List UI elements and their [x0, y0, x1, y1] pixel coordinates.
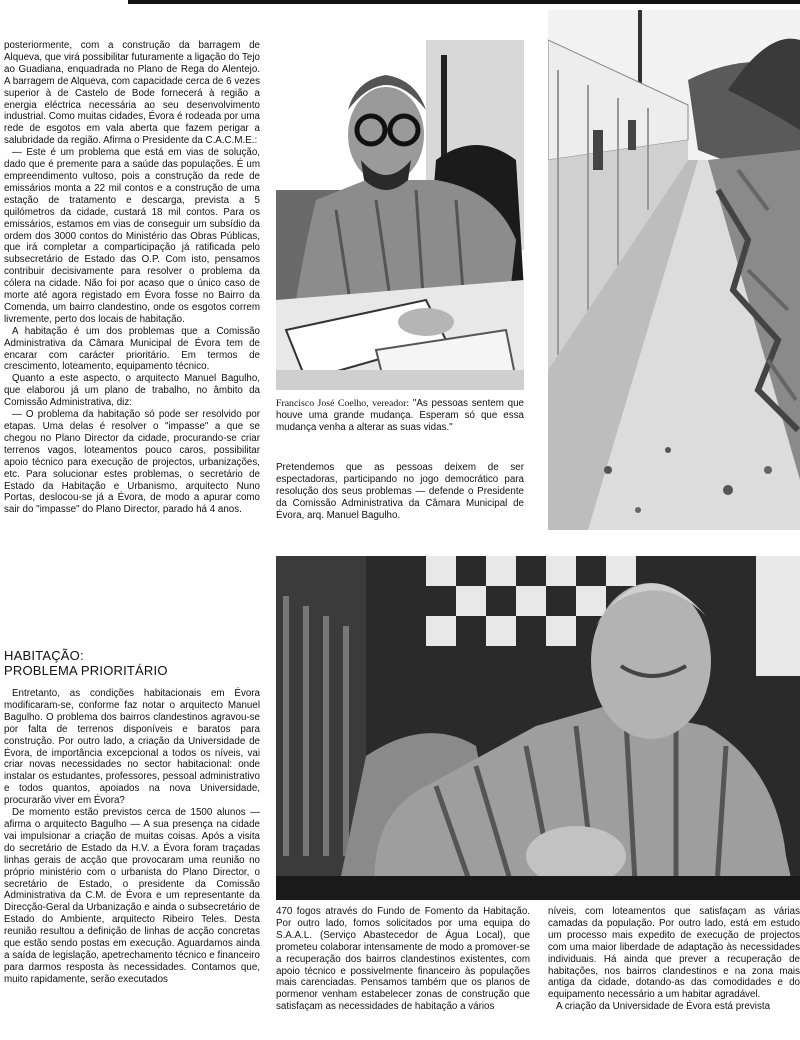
- photo-councillor-at-desk: [276, 40, 524, 390]
- paragraph: A criação da Universidade de Évora está prevista: [556, 1001, 771, 1013]
- article-column-middle: [276, 462, 524, 522]
- article-column-left-top: [4, 40, 260, 516]
- article-column-bottom-right: [548, 906, 800, 1013]
- section-heading: [4, 648, 260, 678]
- heading-line-1: HABITAÇÃO:: [4, 648, 84, 663]
- paragraph: 470 fogos através do Fundo de Fomento da Habitação. Por outro lado, fomos solicitados por uma equipa do S.A.A.L. (Serviço Abastecedor de Água Local), que prometeu colaborar intensamente de modo a promover-se a recuperação dos bairros clandestinos existentes, com apoio técnico e possivelmente financeiro às populações mais carenciadas. Pensamos também que os planos de pormenor venham estabelecer zonas de construção que satisfaçam as necessidades de habitação a vários: [276, 906, 530, 1013]
- paragraph: — Este é um problema que está em vias de solução, dado que é premente para a saúde das populações. É um empreendimento vultoso, pois a construção da rede de emissários monta a 22 mil contos e a construção de uma estação de tratamento e descarga, prevista a 5 quilómetros da cidade, custará 18 mil contos. Para os emissários, estamos em vias de conseguir um subsídio da ordem dos 3000 contos do Ministério das Obras Públicas, que irá completar a comparticipação já ratificada pelo subsecretário de Estado das O.P. Com isto, pensamos contribuir decisivamente para resolver o problema da cólera na cidade. Não foi por acaso que o único caso de morte até agora registado em Évora fosse no Bairro da Comenda, um bairro clandestino, onde os esgotos correm livremente, perto dos locais de habitação.: [4, 147, 260, 325]
- paragraph: posteriormente, com a construção da barragem de Alqueva, que virá possibilitar futuramente a ligação do Tejo ao Guadiana, enquadrada no Plano de Rega do Alentejo. A barragem de Alqueva, com capacidade cerca de 6 vezes superior à de Castelo de Bode fornecerá à região a energia eléctrica necessária ao seu desenvolvimento industrial. Como muitas cidades, Évora é rodeada por uma rede de esgotos em vala aberta que fazem perigar a salubridade da região. Afirma o Presidente da C.A.C.M.E.:: [4, 40, 260, 147]
- article-column-left-bottom: [4, 688, 260, 986]
- paragraph: Pretendemos que as pessoas deixem de ser espectadoras, participando no jogo democrático para resolução dos seus problemas — defende o Presidente da Comissão Administrativa da Câmara Municipal de Évora, arq. Manuel Bagulho.: [276, 462, 524, 521]
- paragraph: Entretanto, as condições habitacionais em Évora modificaram-se, conforme faz notar o arquitecto Manuel Bagulho. O problema dos bairros clandestinos agravou-se por falta de terrenos disponíveis e baratos para construção. Por outro lado, a criação da Universidade de Évora, de importância excepcional a todos os níveis, vai criar novas necessidades no sector habitacional: onde instalar os estudantes, professores, pessoal administrativo e todos quantos, apoiados na nova Universidade, procurarão viver em Évora?: [4, 688, 260, 807]
- paragraph: níveis, com loteamentos que satisfaçam as várias camadas da população. Por outro lado, está em estudo um processo mais expedito de execução de projectos com uma maior liberdade de adaptação às necessidades individuais. Há ainda que prever a recuperação de habitações, nos bairros clandestinos e na zona mais antiga da cidade, dotando-as das comodidades e do equipamento necessário a um habitar agradável.: [548, 906, 800, 1001]
- article-column-bottom-middle: [276, 906, 530, 1013]
- photo-caption: [276, 398, 524, 434]
- paragraph: De momento estão previstos cerca de 1500 alunos — afirma o arquitecto Bagulho — A sua presença na cidade vai impulsionar a criação de muitas coisas. Após a visita do secretário de Estado da H.V. a Évora foram traçadas linhas gerais de acção que provocaram uma reunião no próprio ministério com o urbanista do Plano Director, o secretário de Estado, o presidente da Comissão Administrativa da C.M. de Évora e um representante da Direcção-Geral da Urbanização e ainda o subsecretário de Estado do Ambiente, arquitecto Ribeiro Teles. Desta reunião resultou a definição de linhas de acção concretas que estão sendo postas em execução. Aguardamos ainda a saída de legislação, apetrechamento técnico e financeiro para darmos resposta às necessidades. Contamos que, muito rapidamente, serão executados: [4, 807, 260, 985]
- photo-architect-in-armchair: [276, 556, 800, 900]
- paragraph: A habitação é um dos problemas que a Comissão Administrativa da Câmara Municipal de Évora tem de encarar com carácter prioritário. Em termos de crescimento, loteamento, equipamento técnico.: [4, 325, 260, 373]
- paragraph: — O problema da habitação só pode ser resolvido por etapas. Uma delas é resolver o "impasse" a que se chegou no Plano Director da cidade, procurando-se criar terrenos vagos, loteamentos pouco caros, possibilitar apoio técnico para execução de projectos, urbanizações, etc. Para solucionar estes problemas, o secretário de Estado da Habitação e Urbanismo, arquitecto Nuno Portas, deslocou-se já a Évora, de modo a apurar como sair do "impasse" do Plano Director, parado há 4 anos.: [4, 409, 260, 516]
- caption-name: Francisco José Coelho, vereador:: [276, 398, 410, 409]
- photo-street: [548, 10, 800, 530]
- heading-line-2: PROBLEMA PRIORITÁRIO: [4, 663, 168, 678]
- top-rule: [128, 0, 800, 4]
- caption-quote: "As pessoas sentem que houve uma grande mudança. Esperam só que essa mudança venha a alterar as suas vidas.": [276, 398, 524, 433]
- paragraph: Quanto a este aspecto, o arquitecto Manuel Bagulho, que elaborou já um plano de trabalho, no âmbito da Comissão Administrativa, diz:: [4, 373, 260, 409]
